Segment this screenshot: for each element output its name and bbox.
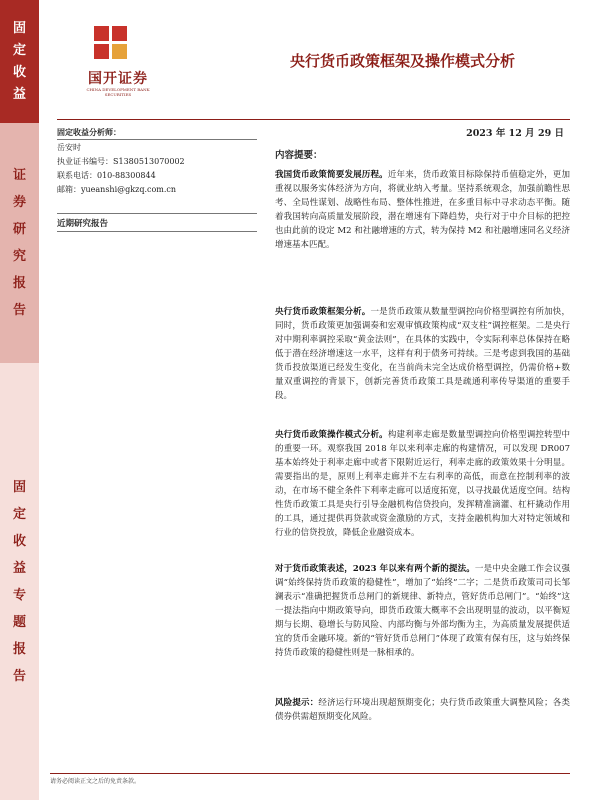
analyst-info [57, 125, 257, 229]
analyst-phone-row [57, 169, 257, 183]
summary-paragraph [275, 168, 570, 252]
paragraph-lead: 央行货币政策框架分析。 [275, 307, 371, 317]
sidebar-char: 定 [12, 42, 26, 58]
related-divider [57, 213, 257, 214]
risk-text: 经济运行环境出现超预期变化；央行货币政策重大调整风险；各类债券供需超预期变化风险。 [275, 698, 570, 722]
disclaimer-note: 请务必阅读正文之后的免责条款。 [50, 778, 141, 785]
sidebar-char: 证 [12, 168, 26, 183]
title-divider [57, 119, 570, 120]
phone-label: 联系电话： [57, 171, 97, 180]
summary-heading: 内容提要： [275, 150, 323, 161]
sidebar-char: 究 [12, 249, 26, 264]
analyst-divider [57, 139, 257, 140]
summary-paragraph [275, 428, 570, 540]
analyst-email-row [57, 183, 257, 197]
paragraph-text: 近年来，货币政策目标除保持币值稳定外，更加重视以服务实体经济为方向，将就业纳入考量。坚持系统观念，加强前瞻性思考、全局性谋划、战略性布局、整体性推进，在多重目标中寻求动态平衡。随着我国转向高质量发展阶段，潜在增速有下降趋势，央行对于中介目标的把控也由此前的设定 M2 和社融增速的方式，转为保持 M2 和社融增速同名义经济增速基本匹配。 [275, 170, 570, 250]
sidebar-char: 研 [12, 222, 26, 237]
analyst-name: 岳安时 [57, 143, 81, 152]
paragraph-lead: 我国货币政策简要发展历程。 [275, 170, 388, 180]
logo-mark-icon [94, 26, 128, 60]
sidebar-char: 定 [12, 506, 26, 522]
report-date: 2023 年 12 月 29 日 [466, 128, 564, 139]
analyst-heading: 固定收益分析师： [57, 127, 121, 137]
sidebar-category-band [0, 0, 39, 123]
summary-paragraph [275, 305, 570, 403]
sidebar-char: 固 [12, 479, 26, 495]
summary-paragraph [275, 562, 570, 660]
phone-number: 010-88300844 [97, 171, 156, 180]
sidebar-char: 报 [12, 276, 26, 291]
sidebar-char: 收 [12, 533, 26, 549]
sidebar-char: 告 [12, 303, 26, 318]
sidebar-char: 专 [12, 587, 26, 603]
sidebar-report-type-band [0, 123, 39, 363]
sidebar-report-series-band [0, 363, 39, 800]
cert-label: 执业证书编号： [57, 157, 113, 166]
sidebar-char: 告 [12, 668, 26, 684]
paragraph-text: 一是中央金融工作会议强调“始终保持货币政策的稳健性”，增加了“始终”二字；二是货币政策司司长邹澜表示“准确把握货币总闸门的新规律、新特点，管好货币总闸门”。“始终”这一提法指向中期政策导向，即货币政策大概率不会出现明显的波动，以平衡短期与长期、稳增长与防风险、内部均衡与外部均衡为主，为高质量发展提供适宜的货币金融环境。新的“管好货币总闸门”体现了政策有保有压，这与始终保持货币政策的稳健性则是一脉相承的。 [275, 564, 570, 658]
email-address[interactable]: yueanshi@gkzq.com.cn [81, 185, 177, 194]
related-divider-bottom [57, 231, 257, 232]
sidebar-char: 收 [12, 64, 26, 80]
sidebar-char: 券 [12, 195, 26, 210]
sidebar-char: 题 [12, 614, 26, 630]
risk-lead: 风险提示： [275, 698, 319, 708]
sidebar-char: 益 [12, 560, 26, 576]
logo-subtitle: CHINA DEVELOPMENT BANK SECURITIES [86, 87, 150, 97]
email-label: 邮箱： [57, 185, 81, 194]
sidebar-char: 报 [12, 641, 26, 657]
cert-number: S1380513070002 [113, 157, 185, 166]
paragraph-text: 构建利率走廊是数量型调控向价格型调控转型中的重要一环。观察我国 2018 年以来利率走廊的构建情况，可以发现 DR007 基本始终处于利率走廊中或者下限附近运行，利率走廊的政策效果十分明显。需要指出的是，原则上利率走廊并不左右利率的高低，而意在控制利率的波动，在市场不健全条件下利率走廊可以适度拓宽，以寻找最优适度空间。结构性货币政策工具是央行引导金融机构信贷投向，发挥精准滴灌、杠杆撬动作用的工具，通过提供再贷款或资金激励的方式，支持金融机构加大对特定领域和行业的信贷投放，降低企业融资成本。 [275, 430, 570, 538]
paragraph-text: 一是货币政策从数量型调控向价格型调控有所加快，同时，货币政策更加强调奏和宏观审慎政策构成“双支柱”调控框架。二是央行对中期利率调控采取“黄金法则”，在具体的实践中，令实际利率总体保持在略低于潜在经济增速这一水平，这样有利于债务可持续。三是考虑到我国的基础货币投放渠道已经发生变化，在当前尚未完全达成价格型调控，仍需价格+数量双重调控的背景下，创新完善货币政策工具是疏通利率传导渠道的重要手段。 [275, 307, 570, 401]
sidebar-char: 固 [12, 20, 26, 36]
document-title: 央行货币政策框架及操作模式分析 [290, 52, 516, 70]
related-reports-heading: 近期研究报告 [57, 219, 109, 229]
logo-name: 国开证券 [88, 71, 148, 87]
risk-warning [275, 696, 570, 724]
analyst-cert-row [57, 155, 257, 169]
paragraph-lead: 对于货币政策表述，2023 年以来有两个新的提法。 [275, 564, 475, 574]
paragraph-lead: 央行货币政策操作模式分析。 [275, 430, 388, 440]
sidebar-char: 益 [12, 86, 26, 102]
footer-divider [50, 773, 570, 774]
